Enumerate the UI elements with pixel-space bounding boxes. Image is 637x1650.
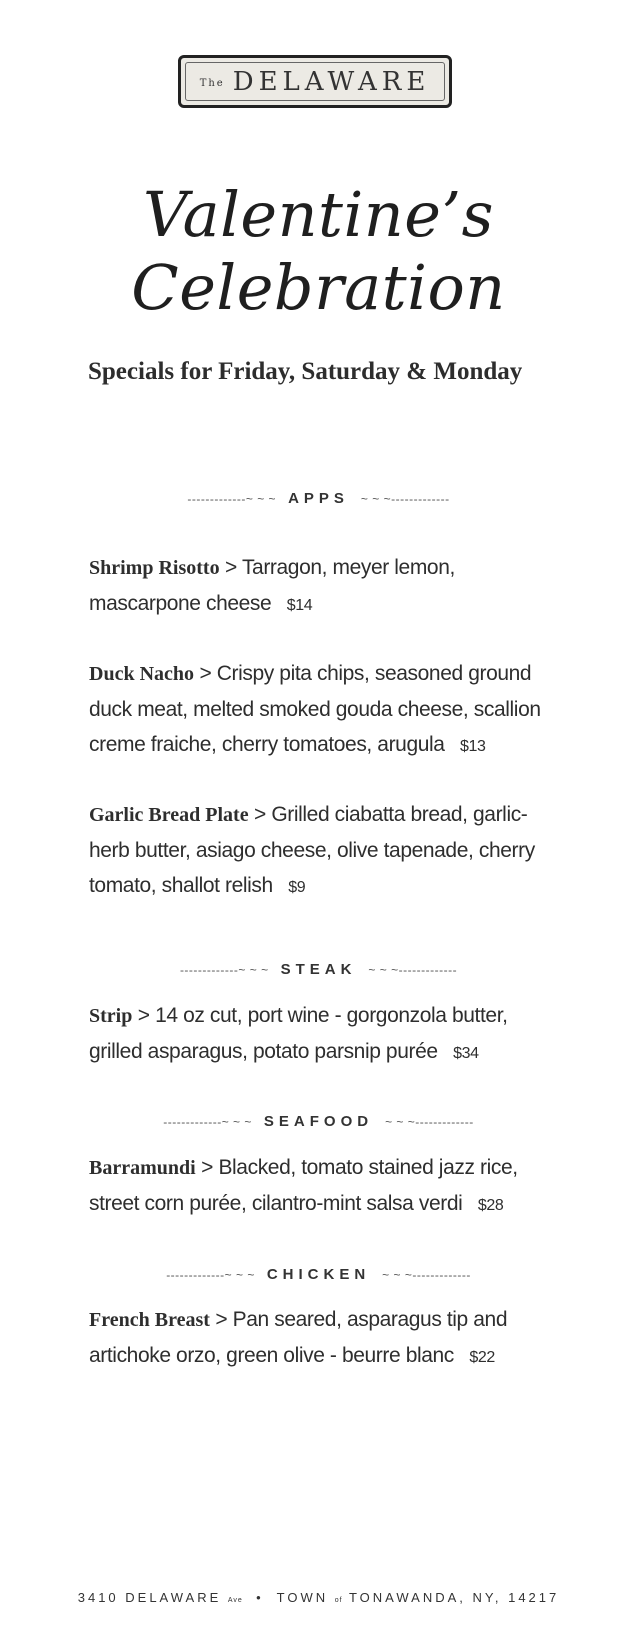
menu-item-price: $28: [477, 1197, 504, 1214]
menu-item-name: Duck Nacho: [89, 663, 195, 685]
section-header-steak: [0, 961, 637, 978]
footer-city: TONAWANDA, NY, 14217: [348, 1590, 560, 1605]
footer-address: [0, 1590, 637, 1605]
menu-item-description: Grilled ciabatta bread, garlic-herb butter, asiago cheese, olive tapenade, cherry tomato, shallot relish: [89, 803, 535, 897]
footer-dot: •: [256, 1590, 264, 1605]
menu-item-price: $13: [460, 738, 486, 755]
menu-item-name: French Breast: [89, 1309, 210, 1331]
menu-item-separator: >: [199, 662, 212, 685]
rule-right: ~ ~ ~-------------: [382, 1267, 471, 1282]
logo-prefix: The: [199, 78, 225, 89]
logo-name: DELAWARE: [232, 66, 431, 97]
menu-item: [89, 656, 559, 764]
menu-item-separator: >: [225, 556, 237, 579]
menu-item-name: Barramundi: [89, 1157, 196, 1179]
menu-item: [89, 1302, 559, 1375]
menu-item-name: Garlic Bread Plate: [89, 804, 249, 826]
rule-right: ~ ~ ~-------------: [360, 491, 450, 506]
section-heading: CHICKEN: [266, 1266, 371, 1283]
logo: [178, 55, 452, 108]
footer-town: TOWN: [276, 1590, 329, 1605]
menu-item-price: $22: [469, 1349, 495, 1366]
menu-item-separator: >: [137, 1004, 150, 1027]
rule-left: -------------~ ~ ~: [187, 491, 277, 506]
footer-street: 3410 DELAWARE: [77, 1590, 222, 1605]
menu-item-name: Shrimp Risotto: [89, 557, 220, 579]
section-header-seafood: [0, 1113, 637, 1130]
menu-item-price: $34: [453, 1045, 479, 1062]
menu-item: [89, 1150, 559, 1223]
footer-ave: Ave: [227, 1597, 243, 1604]
menu-item-description: Pan seared, asparagus tip and artichoke orzo, green olive - beurre blanc: [89, 1308, 508, 1367]
rule-left: -------------~ ~ ~: [179, 962, 269, 977]
rule-right: ~ ~ ~-------------: [368, 962, 458, 977]
menu-item: [89, 797, 559, 905]
rule-right: ~ ~ ~-------------: [385, 1114, 474, 1129]
menu-item: [89, 550, 559, 623]
menu-item-price: $14: [286, 597, 313, 614]
menu-item-description: Crispy pita chips, seasoned ground duck meat, melted smoked gouda cheese, scallion creme fraiche, cherry tomatoes, arugula: [89, 662, 541, 756]
section-heading: APPS: [288, 490, 349, 507]
menu-item-price: $9: [288, 879, 306, 896]
page-title: Valentine’s Celebration: [131, 178, 506, 324]
section-header-chicken: [0, 1266, 637, 1283]
menu-item-description: Tarragon, meyer lemon, mascarpone cheese: [89, 556, 455, 615]
menu-item-separator: >: [215, 1308, 228, 1331]
menu-item-separator: >: [201, 1156, 213, 1179]
menu-item: [89, 998, 559, 1071]
menu-item-description: Blacked, tomato stained jazz rice, street corn purée, cilantro-mint salsa verdi: [89, 1156, 518, 1215]
footer-of: of: [334, 1597, 343, 1604]
page-subtitle: Specials for Friday, Saturday & Monday: [88, 358, 523, 385]
menu-item-name: Strip: [89, 1005, 133, 1027]
section-header-apps: [0, 490, 637, 507]
section-heading: STEAK: [280, 961, 357, 978]
menu-item-description: 14 oz cut, port wine - gorgonzola butter, grilled asparagus, potato parsnip purée: [89, 1004, 508, 1063]
section-heading: SEAFOOD: [263, 1113, 374, 1130]
rule-left: -------------~ ~ ~: [166, 1267, 255, 1282]
menu-item-separator: >: [254, 803, 266, 826]
rule-left: -------------~ ~ ~: [163, 1114, 252, 1129]
